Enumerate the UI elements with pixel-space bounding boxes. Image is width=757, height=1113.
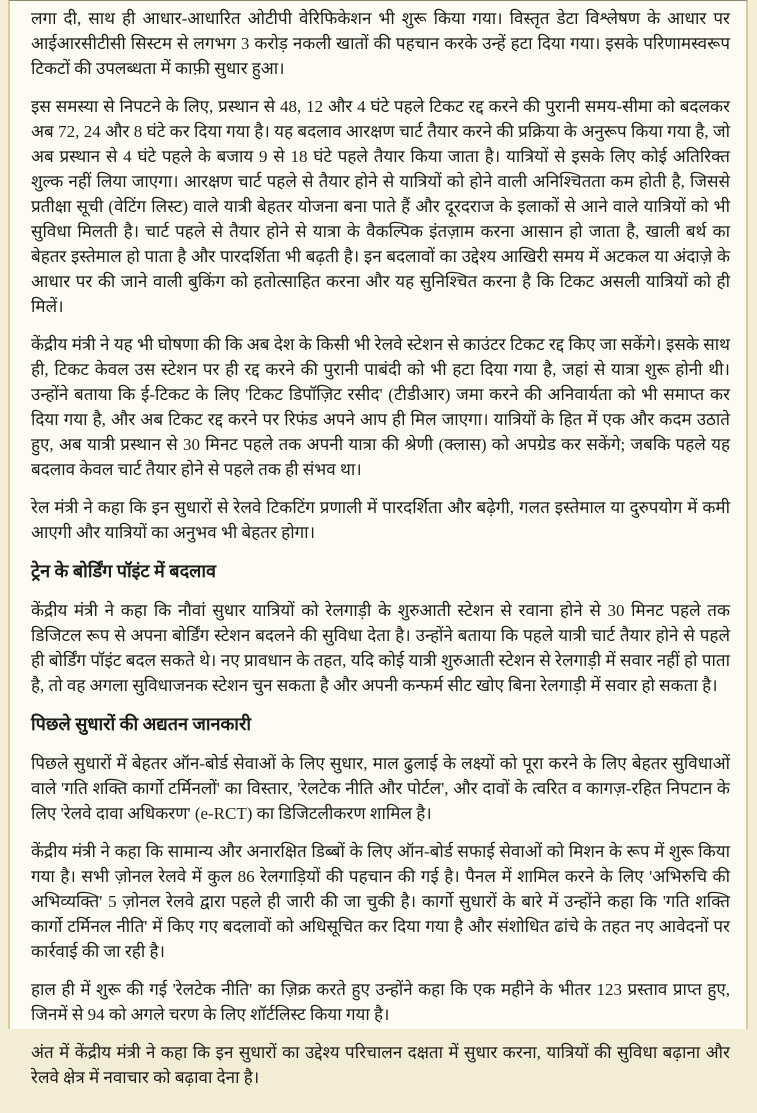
- article-body: [10, 1, 746, 1113]
- section-heading: पिछले सुधारों की अद्यतन जानकारी: [31, 714, 251, 734]
- paragraph: केंद्रीय मंत्री ने कहा कि सामान्य और अनारक्षित डिब्बों के लिए ऑन-बोर्ड सफाई सेवाओं को मिशन के रूप में शुरू किया गया है। सभी ज़ोनल रेलवे में कुल 86 रेलगाड़ियों की पहचान की गई है। पैनल में शामिल करने के लिए 'अभिरुचि की अभिव्यक्ति' 5 ज़ोनल रेलवे द्वारा पहले ही जारी की जा चुकी है। कार्गो सुधारों के बारे में उन्होंने कहा कि 'गति शक्ति कार्गो टर्मिनल नीति' में किए गए बदलावों को अधिसूचित कर दिया गया है और संशोधित ढांचे के तहत नए आवेदनों पर कार्रवाई की जा रही है।: [31, 842, 730, 961]
- paragraph: केंद्रीय मंत्री ने यह भी घोषणा की कि अब देश के किसी भी रेलवे स्टेशन से काउंटर टिकट रद्द किए जा सकेंगे। इसके साथ ही, टिकट केवल उस स्टेशन पर ही रद्द करने की पुरानी पाबंदी को भी हटा दिया गया है, जहां से यात्रा शुरू होनी थी। उन्होंने बताया कि ई-टिकट के लिए 'टिकट डिपॉज़िट रसीद' (टीडीआर) जमा करने की अनिवार्यता को भी समाप्त कर दिया गया है, और अब टिकट रद्द करने पर रिफंड अपने आप ही मिल जाएगा। यात्रियों के हित में एक और कदम उठाते हुए, अब यात्री प्रस्थान से 30 मिनट पहले तक अपनी यात्रा की श्रेणी (क्लास) को अपग्रेड कर सकेंगे; जबकि पहले यह बदलाव केवल चार्ट तैयार होने से पहले तक ही संभव था।: [31, 335, 730, 479]
- paragraph: लगा दी, साथ ही आधार-आधारित ओटीपी वेरिफिकेशन भी शुरू किया गया। विस्तृत डेटा विश्लेषण के आधार पर आईआरसीटीसी सिस्टम से लगभग 3 करोड़ नकली खातों की पहचान करके उन्हें हटा दिया गया। इसके परिणामस्वरूप टिकटों की उपलब्धता में काफ़ी सुधार हुआ।: [31, 9, 730, 78]
- paragraph: केंद्रीय मंत्री ने कहा कि नौवां सुधार यात्रियों को रेलगाड़ी के शुरुआती स्टेशन से रवाना होने से 30 मिनट पहले तक डिजिटल रूप से अपना बोर्डिंग स्टेशन बदलने की सुविधा देता है। उन्होंने बताया कि पहले यात्री चार्ट तैयार होने से पहले ही बोर्डिंग पॉइंट बदल सकते थे। नए प्रावधान के तहत, यदि कोई यात्री शुरुआती स्टेशन से रेलगाड़ी में सवार नहीं हो पाता है, तो वह अगला सुविधाजनक स्टेशन चुन सकता है और अपनी कन्फर्म सीट खोए बिना रेलगाड़ी में सवार हो सकता है।: [31, 601, 730, 695]
- paragraph: अंत में केंद्रीय मंत्री ने कहा कि इन सुधारों का उद्देश्य परिचालन दक्षता में सुधार करना, यात्रियों की सुविधा बढ़ाना और रेलवे क्षेत्र में नवाचार को बढ़ावा देना है।: [31, 1043, 730, 1087]
- paragraph: रेल मंत्री ने कहा कि इन सुधारों से रेलवे टिकटिंग प्रणाली में पारदर्शिता और बढ़ेगी, गलत इस्तेमाल या दुरुपयोग में कमी आएगी और यात्रियों का अनुभव भी बेहतर होगा।: [31, 498, 730, 542]
- document-page: [8, 0, 748, 1087]
- paragraph: इस समस्या से निपटने के लिए, प्रस्थान से 48, 12 और 4 घंटे पहले टिकट रद्द करने की पुरानी समय-सीमा को बदलकर अब 72, 24 और 8 घंटे कर दिया गया है। यह बदलाव आरक्षण चार्ट तैयार करने की प्रक्रिया के अनुरूप किया गया है, जो अब प्रस्थान से 4 घंटे पहले के बजाय 9 से 18 घंटे पहले तैयार किया जाता है। यात्रियों से इसके लिए कोई अतिरिक्त शुल्क नहीं लिया जाएगा। आरक्षण चार्ट पहले से तैयार होने से यात्रियों को होने वाली अनिश्चितता कम होती है, जिससे प्रतीक्षा सूची (वेटिंग लिस्ट) वाले यात्री बेहतर योजना बना पाते हैं और दूरदराज के इलाकों से आने वाले यात्रियों को भी सुविधा मिलती है। चार्ट पहले से तैयार होने से यात्रा के वैकल्पिक इंतज़ाम करना आसान हो जाता है, खाली बर्थ का बेहतर इस्तेमाल हो पाता है और पारदर्शिता भी बढ़ती है। इन बदलावों का उद्देश्य आखिरी समय में अटकल या अंदाज़े के आधार पर की जाने वाली बुकिंग को हतोत्साहित करना और यह सुनिश्चित करना है कि टिकट असली यात्रियों को ही मिलें।: [31, 97, 730, 316]
- paragraph: पिछले सुधारों में बेहतर ऑन-बोर्ड सेवाओं के लिए सुधार, माल ढुलाई के लक्ष्यों को पूरा करने के लिए बेहतर सुविधाओं वाले 'गति शक्ति कार्गो टर्मिनलों' का विस्तार, 'रेलटेक नीति और पोर्टल', और दावों के त्वरित व कागज़-रहित निपटान के लिए 'रेलवे दावा अधिकरण' (e-RCT) का डिजिटलीकरण शामिल है।: [31, 754, 730, 823]
- section-heading: ट्रेन के बोर्डिंग पॉइंट में बदलाव: [31, 561, 217, 581]
- paragraph: हाल ही में शुरू की गई 'रेलटेक नीति' का ज़िक्र करते हुए उन्होंने कहा कि एक महीने के भीतर 123 प्रस्ताव प्राप्त हुए, जिनमें से 94 को अगले चरण के लिए शॉर्टलिस्ट किया गया है।: [31, 980, 730, 1024]
